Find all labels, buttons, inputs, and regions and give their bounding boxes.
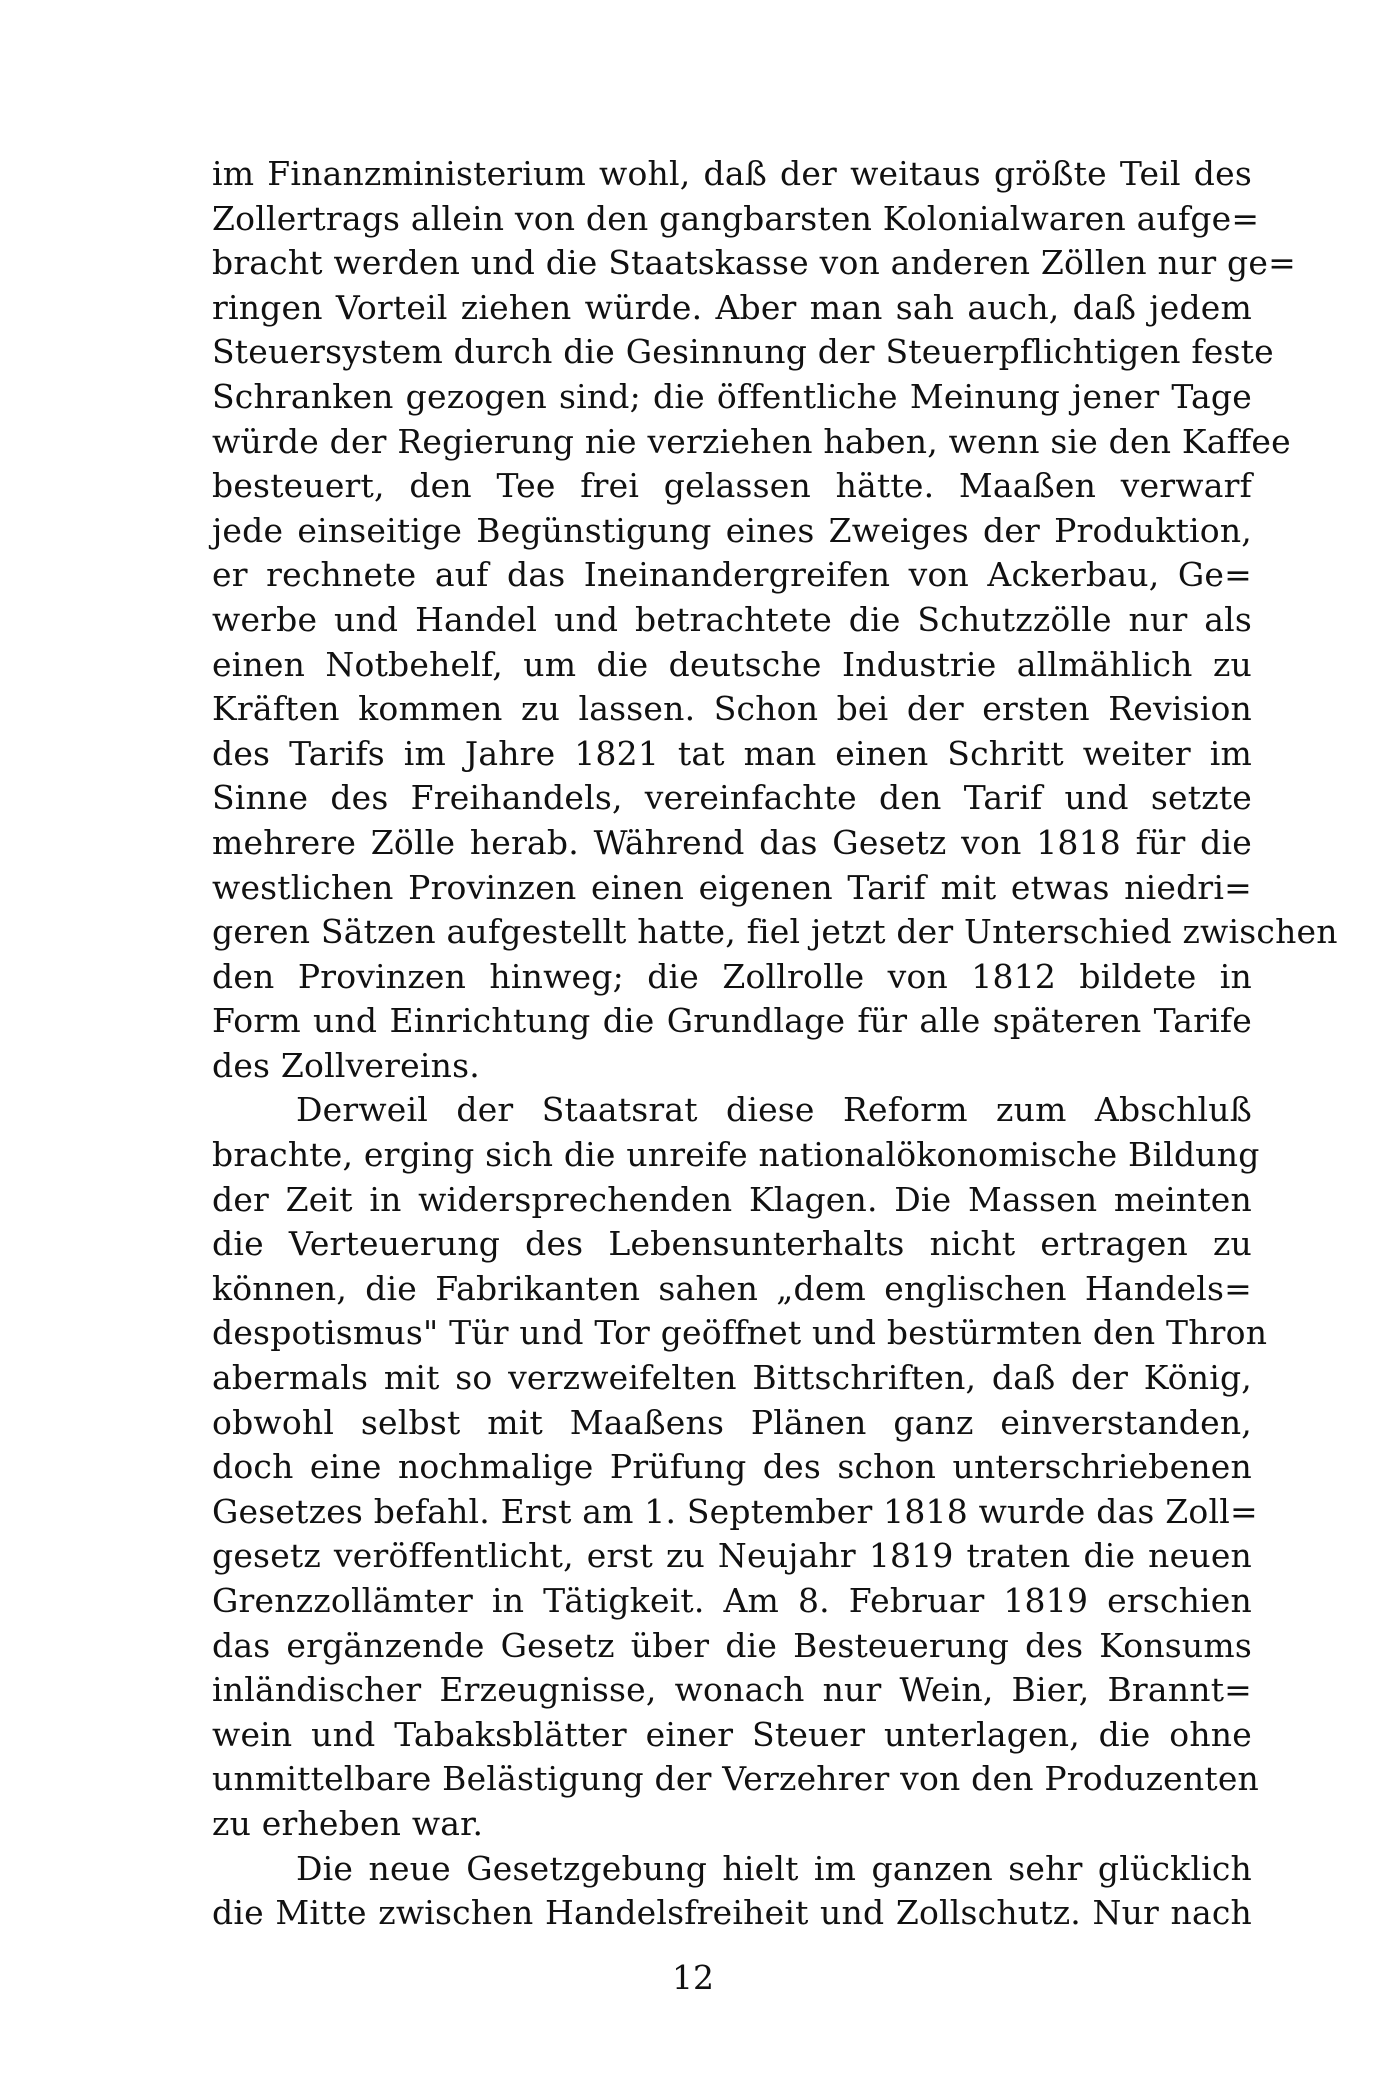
text-line: despotismus" Tür und Tor geöffnet und bestürmten den Thron (212, 1313, 1268, 1353)
text-line: können, die Fabrikanten sahen „dem englischen Handels= (212, 1268, 1252, 1308)
text-line: gesetz veröffentlicht, erst zu Neujahr 1819 traten die neuen (212, 1536, 1252, 1576)
text-line: abermals mit so verzweifelten Bittschriften, daß der König, (212, 1358, 1252, 1398)
text-line: geren Sätzen aufgestellt hatte, fiel jetzt der Unterschied zwischen (212, 912, 1338, 952)
text-line: einen Notbehelf, um die deutsche Industrie allmählich zu (212, 644, 1252, 684)
text-line: zu erheben war. (212, 1803, 484, 1843)
text-line: Zollertrags allein von den gangbarsten Kolonialwaren aufge= (212, 198, 1260, 238)
text-line: wein und Tabaksblätter einer Steuer unterlagen, die ohne (212, 1714, 1252, 1754)
text-line: inländischer Erzeugnisse, wonach nur Wein, Bier, Brannt= (212, 1670, 1252, 1710)
text-line: mehrere Zölle herab. Während das Gesetz von 1818 für die (212, 822, 1252, 862)
text-line: brachte, erging sich die unreife nationalökonomische Bildung (212, 1135, 1260, 1175)
text-line: des Tarifs im Jahre 1821 tat man einen Schritt weiter im (212, 733, 1252, 773)
text-line: Kräften kommen zu lassen. Schon bei der ersten Revision (212, 689, 1252, 729)
text-line: besteuert, den Tee frei gelassen hätte. Maaßen verwarf (212, 466, 1252, 506)
text-line: doch eine nochmalige Prüfung des schon unterschriebenen (212, 1447, 1252, 1487)
text-line: Steuersystem durch die Gesinnung der Steuerpflichtigen feste (212, 332, 1274, 372)
body-text (212, 152, 1338, 1936)
text-line: die Verteuerung des Lebensunterhalts nicht ertragen zu (212, 1224, 1252, 1264)
text-line: den Provinzen hinweg; die Zollrolle von 1812 bildete in (212, 956, 1252, 996)
text-line: Grenzzollämter in Tätigkeit. Am 8. Februar 1819 erschien (212, 1581, 1252, 1620)
text-line: Schranken gezogen sind; die öffentliche Meinung jener Tage (212, 376, 1252, 416)
text-line: im Finanzministerium wohl, daß der weitaus größte Teil des (212, 154, 1252, 193)
text-line: das ergänzende Gesetz über die Besteuerung des Konsums (212, 1625, 1252, 1665)
text-line: westlichen Provinzen einen eigenen Tarif mit etwas niedri= (212, 867, 1252, 907)
text-line: Form und Einrichtung die Grundlage für alle späteren Tarife (212, 1001, 1252, 1041)
page-number: 12 (672, 1958, 714, 1997)
text-line: jede einseitige Begünstigung eines Zweiges der Produktion, (212, 510, 1252, 550)
text-line: ringen Vorteil ziehen würde. Aber man sah auch, daß jedem (212, 287, 1252, 327)
paragraph-start-line: Derweil der Staatsrat diese Reform zum Abschluß (296, 1090, 1252, 1130)
text-line: unmittelbare Belästigung der Verzehrer von den Produzenten (212, 1759, 1260, 1799)
text-line: werbe und Handel und betrachtete die Schutzzölle nur als (212, 599, 1252, 639)
paragraph-start-line: Die neue Gesetzgebung hielt im ganzen sehr glücklich (296, 1848, 1252, 1888)
text-line: des Zollvereins. (212, 1045, 480, 1085)
text-line: Gesetzes befahl. Erst am 1. September 1818 wurde das Zoll= (212, 1491, 1258, 1531)
text-line: die Mitte zwischen Handelsfreiheit und Zollschutz. Nur nach (212, 1893, 1252, 1933)
text-line: obwohl selbst mit Maaßens Plänen ganz einverstanden, (212, 1402, 1252, 1442)
text-line: würde der Regierung nie verziehen haben, wenn sie den Kaffee (212, 421, 1291, 461)
text-line: Sinne des Freihandels, vereinfachte den Tarif und setzte (212, 778, 1252, 818)
text-line: er rechnete auf das Ineinandergreifen von Ackerbau, Ge= (212, 555, 1252, 595)
text-line: bracht werden und die Staatskasse von anderen Zöllen nur ge= (212, 243, 1296, 283)
text-line: der Zeit in widersprechenden Klagen. Die Massen meinten (212, 1179, 1252, 1219)
